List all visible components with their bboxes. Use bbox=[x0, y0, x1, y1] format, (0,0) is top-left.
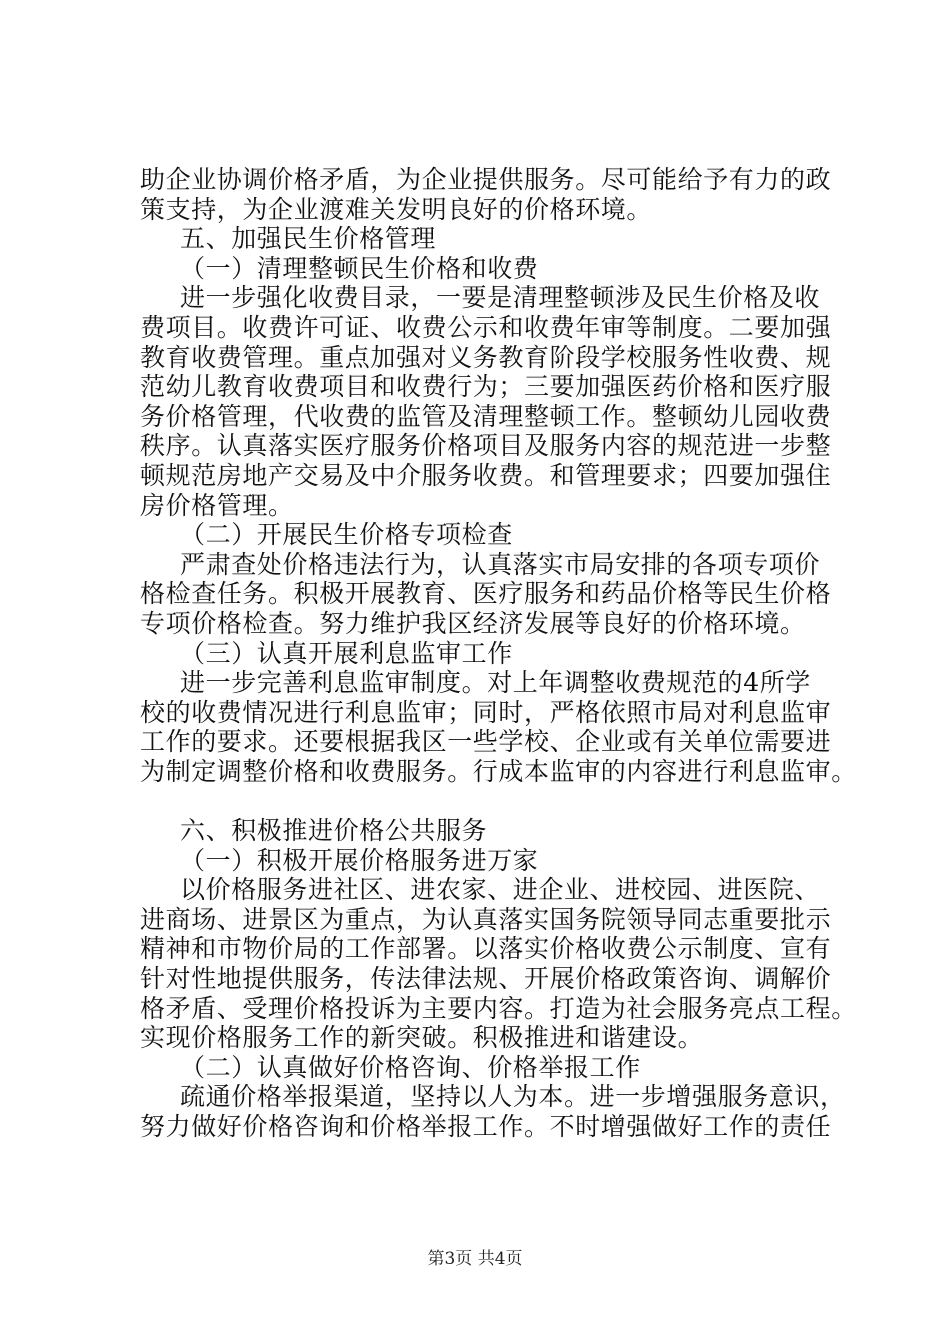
text-line: 费项目。收费许可证、收费公示和收费年审等制度。二要加强 bbox=[140, 312, 832, 342]
text-line: （一）积极开展价格服务进万家 bbox=[180, 845, 539, 875]
text-line: 五、加强民生价格管理 bbox=[180, 224, 437, 254]
text-line: （二）开展民生价格专项检查 bbox=[180, 520, 513, 550]
text-line: 进商场、进景区为重点，为认真落实国务院领导同志重要批示 bbox=[140, 904, 832, 934]
text-line: 顿规范房地产交易及中介服务收费。和管理要求；四要加强住 bbox=[140, 460, 832, 490]
text-line: 格矛盾、受理价格投诉为主要内容。打造为社会服务亮点工程。 bbox=[140, 993, 857, 1023]
text-line: 助企业协调价格矛盾，为企业提供服务。尽可能给予有力的政 bbox=[140, 165, 832, 194]
text-line: 教育收费管理。重点加强对义务教育阶段学校服务性收费、规 bbox=[140, 342, 832, 372]
text-line: 秩序。认真落实医疗服务价格项目及服务内容的规范进一步整 bbox=[140, 431, 832, 461]
text-line: 专项价格检查。努力维护我区经济发展等良好的价格环境。 bbox=[140, 608, 806, 638]
text-line: 进一步完善利息监审制度。对上年调整收费规范的4所学 bbox=[180, 668, 811, 698]
blank-line bbox=[140, 786, 840, 816]
text-line: （三）认真开展利息监审工作 bbox=[180, 638, 513, 668]
text-line: 努力做好价格咨询和价格举报工作。不时增强做好工作的责任 bbox=[140, 1112, 832, 1141]
text-line: 进一步强化收费目录，一要是清理整顿涉及民生价格及收 bbox=[180, 283, 821, 313]
text-line: 严肃查处价格违法行为，认真落实市局安排的各项专项价 bbox=[180, 549, 821, 579]
text-line: 范幼儿教育收费项目和收费行为；三要加强医药价格和医疗服 bbox=[140, 372, 832, 402]
text-line: （二）认真做好价格咨询、价格举报工作 bbox=[180, 1052, 641, 1082]
text-line: 策支持，为企业渡难关发明良好的价格环境。 bbox=[140, 194, 653, 224]
text-line: 以价格服务进社区、进农家、进企业、进校园、进医院、 bbox=[180, 875, 821, 905]
text-line: 实现价格服务工作的新突破。积极推进和谐建设。 bbox=[140, 1023, 704, 1053]
text-line: （一）清理整顿民生价格和收费 bbox=[180, 253, 539, 283]
text-line: 校的收费情况进行利息监审；同时，严格依照市局对利息监审 bbox=[140, 697, 832, 727]
text-line: 针对性地提供服务，传法律法规、开展价格政策咨询、调解价 bbox=[140, 964, 832, 994]
text-line: 房价格管理。 bbox=[140, 490, 294, 520]
text-line: 精神和市物价局的工作部署。以落实价格收费公示制度、宣有 bbox=[140, 934, 832, 964]
page-footer: 第3页 共4页 bbox=[427, 1249, 523, 1269]
document-body bbox=[140, 165, 857, 1142]
text-line: 格检查任务。积极开展教育、医疗服务和药品价格等民生价格 bbox=[140, 579, 832, 609]
text-line: 务价格管理，代收费的监管及清理整顿工作。整顿幼儿园收费 bbox=[140, 401, 832, 431]
text-line: 疏通价格举报渠道，坚持以人为本。进一步增强服务意识， bbox=[180, 1082, 846, 1112]
text-line: 为制定调整价格和收费服务。行成本监审的内容进行利息监审。 bbox=[140, 756, 857, 786]
text-line: 工作的要求。还要根据我区一些学校、企业或有关单位需要进 bbox=[140, 727, 832, 757]
text-line: 六、积极推进价格公共服务 bbox=[180, 816, 488, 846]
